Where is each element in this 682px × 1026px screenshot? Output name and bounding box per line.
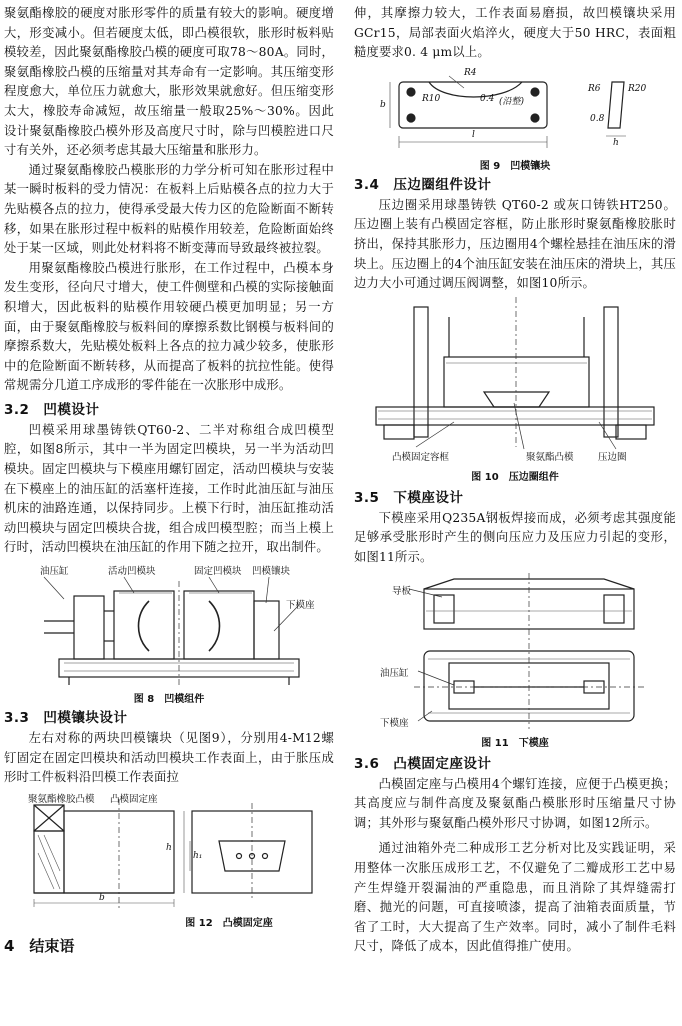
label-oil-cylinder: 油压缸 — [380, 667, 409, 679]
figure-10-drawing — [354, 297, 676, 467]
paragraph: 用聚氨酯橡胶凸模进行胀形，在工作过程中，凸模本身发生变形，径向尺寸增大，使工件侧壁和凸模的实际接触面积增大，因此板料的贴模作用较硬凸模更加明显；另一方面，由于聚氨酯橡胶与板料间的摩擦系数比钢模与板料间的摩擦系数大，先贴模处板料上各点的拉力减少较多，使胀形中的危险断面不断转移，从而提高了板料的抗拉性能。使得常规需分几道工序成形的零件能在一次胀形中成形。 — [4, 260, 334, 393]
figure-9-caption: 图 9 凹模镶块 — [479, 160, 551, 172]
label-blank-holder: 压边圈 — [598, 451, 627, 463]
figure-12 — [4, 791, 334, 929]
figure-9-drawing — [354, 66, 676, 156]
label-fixed-die-block: 固定凹模块 — [194, 566, 242, 578]
paragraph: 通过油箱外壳二种成形工艺分析对比及实践证明，采用整体一次胀压成形工艺，不仅避免了二瓣成形工艺中易产生焊缝开裂漏油的严重隐患，而且消除了其焊缝需打磨、抛光的问题，可直接喷漆，提高了油箱表面质量，节省了工时，大大提高了生产效率。同时，减小了制件毛料尺寸，降低了成本，因此值得推广使用。 — [354, 841, 676, 954]
dim-b: b — [380, 99, 386, 110]
label-oil-cylinder: 油压缸 — [40, 566, 69, 578]
paragraph: 凹模采用球墨铸铁QT60-2、二半对称组合成凹模型腔，如图8所示，其中一半为固定凹模块，另一半为活动凹模块。固定凹模块与下模座用螺钉固定，活动凹模块与安装在下模座上的油压缸的活塞杆连接，工作时此油压缸与油压机床的油路连通，以保持同步。上模下行时，油压缸推动活动凹模块与固定凹模块合拢，组合成凹模型腔；而当上模上行时，活动凹模块在油压缸的作用下随之拉开，取出制件。 — [4, 422, 334, 555]
figure-9 — [354, 66, 676, 170]
dim-0-8: 0.8 — [590, 113, 605, 124]
dim-note: (沿整) — [499, 96, 525, 107]
paragraph: 下模座采用Q235A钢板焊接而成，必须考虑其强度能足够承受胀形时产生的侧向压应力及压应力引起的变形，如图11所示。 — [354, 510, 676, 564]
label-lower-die-base: 下模座 — [380, 717, 409, 729]
label-lower-die-base: 下模座 — [286, 600, 315, 612]
paragraph: 伸，其摩擦力较大，工作表面易磨损，故凹模镶块采用GCr15，局部表面火焰淬火，硬度大于50 HRC，表面粗糙度要求0. 4 μm以上。 — [354, 6, 676, 60]
dim-h: h — [613, 137, 619, 148]
dim-l: l — [472, 129, 475, 140]
paragraph: 压边圈采用球墨铸铁 QT60-2 或灰口铸铁HT250。压边圈上装有凸模固定容框，防止胀形时聚氨酯橡胶胀时挤出，保持其胀形力，压边圈用4个螺栓悬挂在油压床的滑块上。压边圈上的4个油压缸安装在油压床的滑块上，其压边力大小可通过调压阀调整，如图10所示。 — [354, 197, 676, 291]
paragraph: 左右对称的两块凹模镶块（见图9），分别用4-M12螺钉固定在固定凹模块和活动凹模块工作表面上，由于胀压成形时工件板料沿凹模工作表面拉 — [4, 731, 334, 785]
figure-8-caption: 图 8 凹模组件 — [133, 694, 205, 706]
dim-r4: R4 — [464, 67, 477, 78]
figure-10-caption: 图 10 压边圈组件 — [471, 471, 559, 483]
section-heading-3-3: 3.3 凹模镶块设计 — [4, 710, 128, 727]
dim-h: h — [166, 842, 172, 853]
dim-r10: R10 — [422, 93, 441, 104]
dim-b: b — [99, 892, 105, 903]
paragraph: 聚氨酯橡胶的硬度对胀形零件的质量有较大的影响。硬度增大，形变减小。但若硬度太低，即凸模很软，胀形时板料贴模较差，因此聚氨酯橡胶凸模的硬度可取78～80A。同时，聚氨酯橡胶凸模的压缩量对其寿命有一定影响。其压缩变形程度愈大，单位压力就愈大，胀形效果就愈好。但压缩变形太大，橡胶寿命减短，故压缩量一般取25%～30%。因此设计聚氨酯橡胶凸模外形及高度尺寸时，除与凹模腔进口尺寸有关外，还必须考虑其最大压缩量和胀形力。 — [4, 6, 334, 158]
dim-0-4: 0.4 — [480, 93, 495, 104]
label-polyurethane-punch: 聚氨酯凸模 — [526, 451, 574, 463]
label-punch-seat: 凸模固定座 — [110, 793, 158, 805]
figure-12-caption: 图 12 凸模固定座 — [185, 917, 273, 929]
paragraph: 通过聚氨酯橡胶凸模胀形的力学分析可知在胀形过程中某一瞬时板料的受力情况：在板料上后贴模各点的拉力大于先贴模各点的拉力，使得承受最大传力区的危险断面不断转移，如果在胀形过程中板料的贴模作用较差，危险断面始终处于某一区域，则此处材料将不断变薄而导致最终被拉裂。 — [4, 162, 334, 256]
dim-r6: R6 — [588, 83, 601, 94]
right-column — [354, 4, 676, 957]
section-heading-3-6: 3.6 凸模固定座设计 — [354, 755, 492, 772]
label-punch-holder-box: 凸模固定容框 — [392, 451, 450, 463]
label-guide-plate: 导板 — [392, 585, 412, 597]
label-polyurethane-punch: 聚氨酯橡胶凸模 — [28, 793, 95, 805]
left-column — [4, 4, 334, 956]
section-heading-3-5: 3.5 下模座设计 — [354, 489, 464, 506]
label-die-insert: 凹模镶块 — [252, 566, 291, 578]
section-heading-3-2: 3.2 凹模设计 — [4, 401, 100, 418]
figure-11-caption: 图 11 下模座 — [481, 737, 549, 749]
dim-h1: h₁ — [193, 850, 203, 861]
figure-11 — [354, 571, 676, 749]
section-heading-3-4: 3.4 压边圈组件设计 — [354, 176, 492, 193]
figure-10 — [354, 297, 676, 483]
label-moving-die-block: 活动凹模块 — [108, 566, 156, 578]
figure-8 — [4, 561, 334, 706]
figure-8-drawing — [4, 561, 334, 689]
section-heading-4: 4 结束语 — [4, 936, 75, 955]
paragraph: 凸模固定座与凸模用4个螺钉连接，应便于凸模更换；其高度应与制件高度及聚氨酯凸模胀形时压缩量尺寸协调；其外形与聚氨酯凸模外形尺寸协调，如图12所示。 — [354, 776, 676, 830]
dim-r20: R20 — [628, 83, 647, 94]
